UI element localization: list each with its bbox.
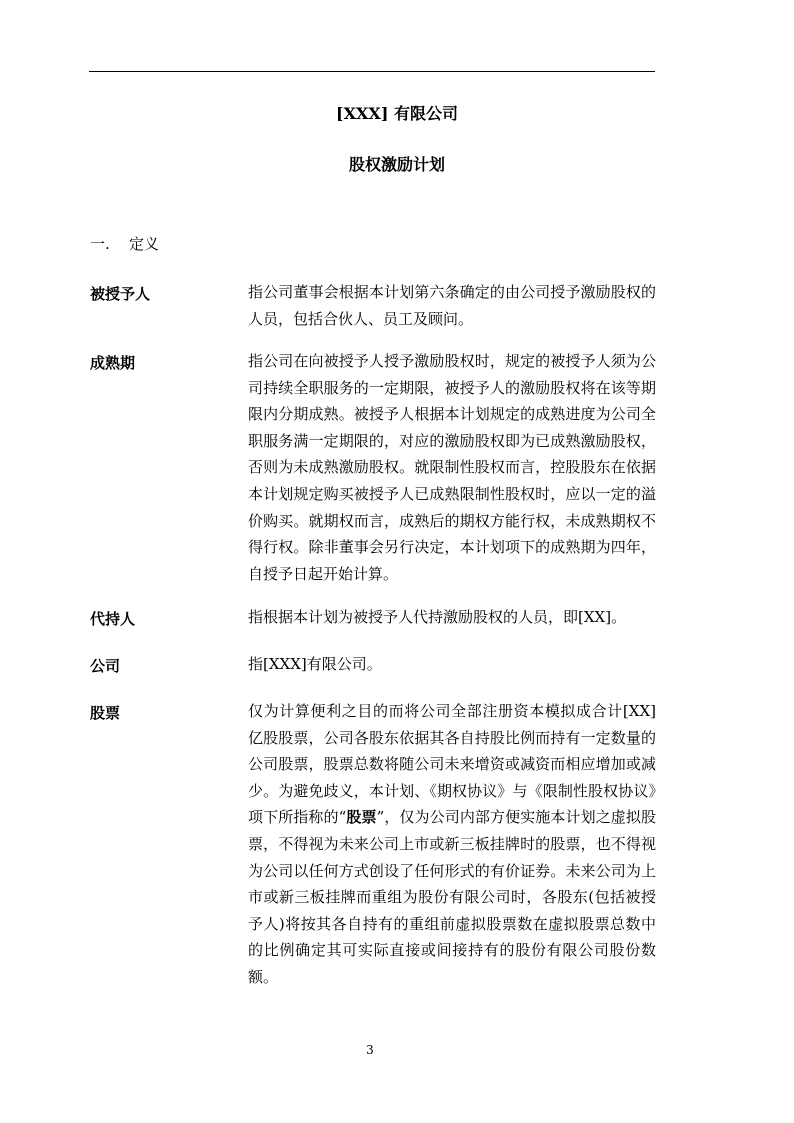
term-company: 公司 [90,657,121,675]
header-rule [89,71,655,72]
definition-nominee-holder: 指根据本计划为被授予人代持激励股权的人员，即[XX]。 [248,608,627,626]
definition-shares-text-before: 仅为计算便利之目的而将公司全部注册资本模拟成合计[XX]亿股股票，公司各股东依据其各自持股比例而持有一定数量的公司股票，股票总数将随公司未来增资或减资而相应增加或减少。为避免歧义，本计划、《期权协议》与《限制性股权协议》项下所指称的“ [248,702,656,827]
definition-company: 指[XXX]有限公司。 [248,655,382,673]
term-shares: 股票 [90,704,121,722]
company-title: [XXX] 有限公司 [336,104,458,123]
definition-grantee: 指公司董事会根据本计划第六条确定的由公司授予激励股权的人员，包括合伙人、员工及顾问。 [248,283,656,328]
term-nominee-holder: 代持人 [90,610,136,628]
definition-shares-bold-term: 股票 [346,808,377,827]
term-grantee: 被授予人 [90,285,151,303]
page-number: 3 [366,1043,374,1057]
section-number: 一. [90,235,110,253]
plan-title: 股权激励计划 [348,155,445,174]
definition-shares [248,698,656,991]
section-heading [90,234,159,254]
section-title: 定义 [129,235,160,253]
term-vesting-period: 成熟期 [90,354,136,372]
definition-vesting-period: 指公司在向被授予人授予激励股权时，规定的被授予人须为公司持续全职服务的一定期限，被授予人的激励股权将在该等期限内分期成熟。被授予人根据本计划规定的成熟进度为公司全职服务满一定期限的，对应的激励股权即为已成熟激励股权，否则为未成熟激励股权。就限制性股权而言，控股股东在依据本计划规定购买被授予人已成熟限制性股权时，应以一定的溢价购买。就期权而言，成熟后的期权方能行权，未成熟期权不得行权。除非董事会另行决定，本计划项下的成熟期为四年，自授予日起开始计算。 [248,352,656,583]
definition-shares-text-after: ”，仅为公司内部方便实施本计划之虚拟股票，不得视为未来公司上市或新三板挂牌时的股票，也不得视为公司以任何方式创设了任何形式的有价证券。未来公司为上市或新三板挂牌而重组为股份有限公司时，各股东(包括被授予人)将按其各自持有的重组前虚拟股票数在虚拟股票总数中的比例确定其可实际直接或间接持有的股份有限公司股份数额。 [248,808,656,986]
